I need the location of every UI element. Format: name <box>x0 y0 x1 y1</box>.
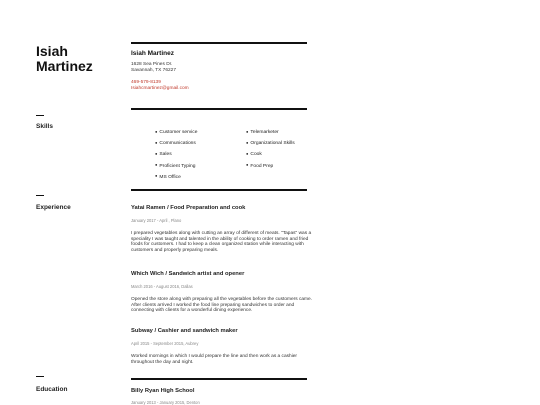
name-last: Martinez <box>36 58 93 74</box>
address-line2: Savannah, TX 76227 <box>131 67 176 73</box>
header-rule <box>131 42 307 44</box>
job-date: March 2016 - August 2016, Dallas <box>131 284 193 289</box>
skill-item: ● Telemarketer <box>246 127 295 138</box>
skill-item: ● Organizational Skills <box>246 138 295 149</box>
job-description: I prepared vegetables along with cutting an array of different of meats. "Tapas" was a speciality I was taught and talented in the ability of cooking to order ramen and fried foods for customers. I had to keep a clean organized station while interacting with customers and properly preparing meals. <box>131 231 312 253</box>
skills-rule <box>131 108 307 110</box>
skill-item: ● Communications <box>155 138 197 149</box>
job-title: Yatai Ramen / Food Preparation and cook <box>131 205 246 211</box>
skill-item: ● MS Office <box>155 172 197 183</box>
contact-block <box>131 80 189 92</box>
job-description: Opened the store along with preparing all the vegetables before the customers came. After clients arrived I worked the food line preparing sandwiches to order and connecting with clients for a wonderful dining experience. <box>131 297 313 314</box>
job-title: Which Wich / Sandwich artist and opener <box>131 271 245 277</box>
skill-item: ● Sales <box>155 149 197 160</box>
skills-heading: Skills <box>36 123 53 130</box>
school-name: Billy Ryan High School <box>131 388 195 394</box>
name-first: Isiah <box>36 43 68 59</box>
job-description: Worked mornings in which I would prepare the line and then work as a cashier throughout the day and night. <box>131 354 298 365</box>
resume-name <box>36 44 93 74</box>
education-rule <box>131 378 307 380</box>
skill-item: ● Customer service <box>155 127 197 138</box>
phone-number: 469-579-8139 <box>131 80 161 85</box>
skills-dash <box>36 115 44 116</box>
school-date: January 2013 - January 2015, Denton <box>131 400 200 405</box>
experience-heading: Experience <box>36 204 71 211</box>
education-heading: Education <box>36 386 68 393</box>
skill-item: ● Cook <box>246 149 295 160</box>
address-line1: 1628 Sea Pines Dr. <box>131 62 173 67</box>
job-date: April 2015 - September 2015, Aubrey <box>131 341 199 346</box>
header-name: Isiah Martinez <box>131 50 174 57</box>
education-dash <box>36 376 44 377</box>
skill-item: ● Proficient Typing <box>155 161 197 172</box>
skill-item: ● Food Prep <box>246 161 295 172</box>
skills-list-right <box>246 127 295 172</box>
experience-dash <box>36 195 44 196</box>
skills-list-left <box>155 127 197 183</box>
job-date: January 2017 - April , Plano <box>131 218 182 223</box>
address-block <box>131 62 176 74</box>
experience-rule <box>131 189 307 191</box>
email-link[interactable]: Isiahcmartinez@gmail.com <box>131 86 189 91</box>
job-title: Subway / Cashier and sandwich maker <box>131 328 238 334</box>
